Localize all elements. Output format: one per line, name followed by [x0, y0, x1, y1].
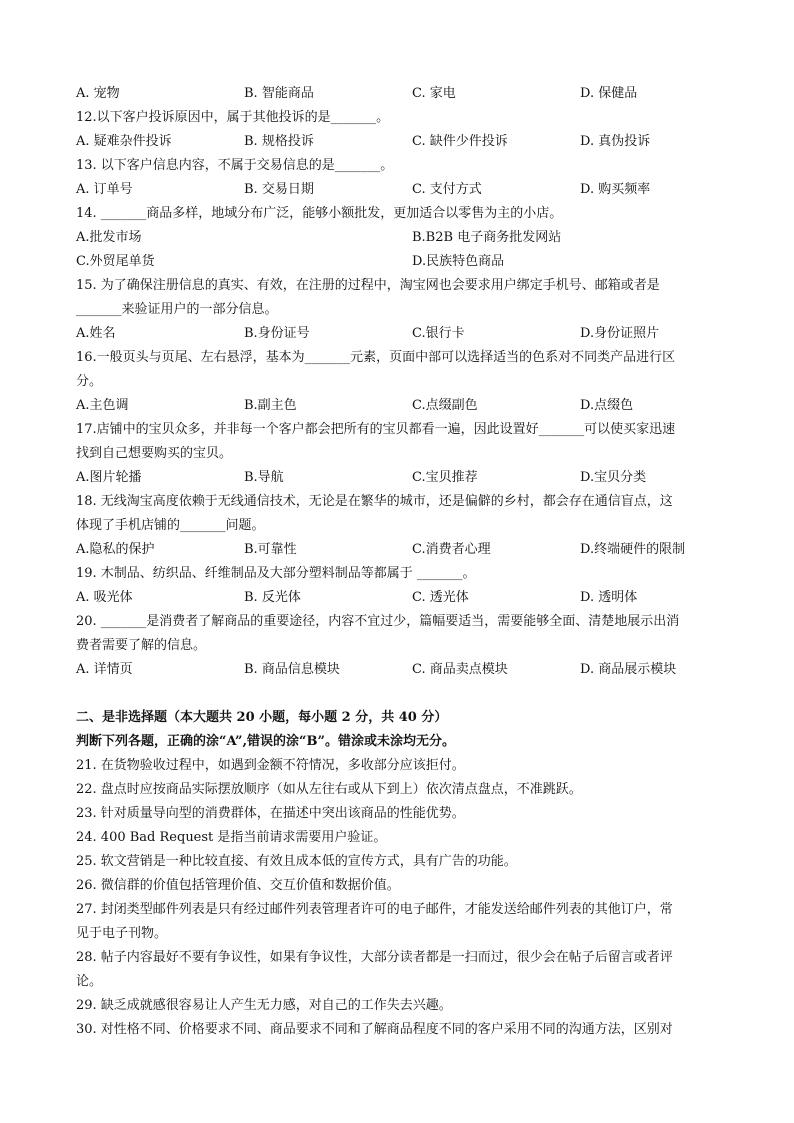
q13-stem: 13. 以下客户信息内容，不属于交易信息的是_______。: [76, 158, 394, 173]
section2-instruction: 判断下列各题，正确的涂“A”,错误的涂“B”。错涂或未涂均无分。: [76, 734, 455, 749]
q19-option-a: A. 吸光体: [76, 590, 133, 605]
q11-option-a: A. 宠物: [76, 86, 120, 101]
q13-option-d: D. 购买频率: [580, 182, 651, 197]
q19-option-c: C. 透光体: [412, 590, 469, 605]
q23: 23. 针对质量导向型的消费群体，在描述中突出该商品的性能优势。: [76, 806, 465, 821]
q20-stem-line2: 费者需要了解的信息。: [76, 638, 207, 653]
q20-option-c: C. 商品卖点模块: [412, 662, 508, 677]
q14-option-a: A.批发市场: [76, 230, 142, 245]
q14-stem: 14. _______商品多样，地域分布广泛，能够小额批发，更加适合以零售为主的小店。: [76, 206, 563, 221]
q28-line2: 论。: [76, 974, 103, 989]
q11-option-c: C. 家电: [412, 86, 456, 101]
q15-stem-line1: 15. 为了确保注册信息的真实、有效，在注册的过程中，淘宝网也会要求用户绑定手机号、邮箱或者是: [76, 278, 660, 293]
q30: 30. 对性格不同、价格要求不同、商品要求不同和了解商品程度不同的客户采用不同的沟通方法，区别对: [76, 1022, 673, 1037]
q18-stem-line2: 体现了手机店铺的_______问题。: [76, 518, 265, 533]
q15-stem-line2: _______来验证用户的一部分信息。: [76, 302, 278, 317]
q16-option-b: B.副主色: [244, 398, 297, 413]
q17-option-d: D.宝贝分类: [580, 470, 647, 485]
q12-stem: 12.以下客户投诉原因中，属于其他投诉的是_______。: [76, 110, 390, 125]
q25: 25. 软文营销是一种比较直接、有效且成本低的宣传方式，具有广告的功能。: [76, 854, 517, 869]
q17-stem-line2: 找到自己想要购买的宝贝。: [76, 446, 233, 461]
q24: 24. 400 Bad Request 是指当前请求需要用户验证。: [76, 830, 387, 845]
q17-stem-line1: 17.店铺中的宝贝众多，并非每一个客户都会把所有的宝贝都看一遍，因此设置好_______可以使买家迅速: [76, 422, 676, 437]
q12-option-d: D. 真伪投诉: [580, 134, 651, 149]
q17-option-b: B.导航: [244, 470, 284, 485]
q19-stem: 19. 木制品、纺织品、纤维制品及大部分塑料制品等都属于 _______。: [76, 566, 476, 581]
q27-line2: 见于电子刊物。: [76, 926, 168, 941]
q19-option-d: D. 透明体: [580, 590, 638, 605]
q13-option-b: B. 交易日期: [244, 182, 314, 197]
q17-option-c: C.宝贝推荐: [412, 470, 478, 485]
q20-option-b: B. 商品信息模块: [244, 662, 340, 677]
q16-stem-line2: 分。: [76, 374, 103, 389]
q20-stem-line1: 20. _______是消费者了解商品的重要途径，内容不宜过少，篇幅要适当，需要能够全面、清楚地展示出消: [76, 614, 680, 629]
q12-option-b: B. 规格投诉: [244, 134, 314, 149]
q17-option-a: A.图片轮播: [76, 470, 142, 485]
q14-option-d: D.民族特色商品: [412, 254, 505, 269]
q11-option-b: B. 智能商品: [244, 86, 314, 101]
q26: 26. 微信群的价值包括管理价值、交互价值和数据价值。: [76, 878, 400, 893]
q15-option-c: C.银行卡: [412, 326, 465, 341]
q16-option-a: A.主色调: [76, 398, 129, 413]
q27-line1: 27. 封闭类型邮件列表是只有经过邮件列表管理者许可的电子邮件，才能发送给邮件列表的其他订户，常: [76, 902, 673, 917]
q18-option-b: B.可靠性: [244, 542, 297, 557]
q12-option-a: A. 疑难杂件投诉: [76, 134, 172, 149]
q28-line1: 28. 帖子内容最好不要有争议性，如果有争议性，大部分读者都是一扫而过，很少会在帖子后留言或者评: [76, 950, 673, 965]
q18-option-c: C.消费者心理: [412, 542, 491, 557]
section2-heading: 二、是非选择题（本大题共 20 小题，每小题 2 分，共 40 分）: [76, 710, 448, 725]
q15-option-a: A.姓名: [76, 326, 116, 341]
q14-option-c: C.外贸尾单货: [76, 254, 155, 269]
q12-option-c: C. 缺件少件投诉: [412, 134, 508, 149]
q13-option-a: A. 订单号: [76, 182, 133, 197]
q20-option-a: A. 详情页: [76, 662, 133, 677]
q19-option-b: B. 反光体: [244, 590, 301, 605]
q18-option-a: A.隐私的保护: [76, 542, 155, 557]
q13-option-c: C. 支付方式: [412, 182, 482, 197]
q20-option-d: D. 商品展示模块: [580, 662, 677, 677]
q14-option-b: B.B2B 电子商务批发网站: [412, 230, 562, 245]
q15-option-d: D.身份证照片: [580, 326, 660, 341]
q16-option-d: D.点缀色: [580, 398, 634, 413]
q15-option-b: B.身份证号: [244, 326, 310, 341]
q22: 22. 盘点时应按商品实际摆放顺序（如从左往右或从下到上）依次清点盘点，不准跳跃。: [76, 782, 582, 797]
q18-stem-line1: 18. 无线淘宝高度依赖于无线通信技术，无论是在繁华的城市，还是偏僻的乡村，都会存在通信盲点，这: [76, 494, 673, 509]
q16-stem-line1: 16.一般页头与页尾、左右悬浮，基本为_______元素，页面中部可以选择适当的色系对不同类产品进行区: [76, 350, 676, 365]
q11-option-d: D. 保健品: [580, 86, 638, 101]
q29: 29. 缺乏成就感很容易让人产生无力感，对自己的工作失去兴趣。: [76, 998, 452, 1013]
q16-option-c: C.点缀副色: [412, 398, 478, 413]
q21: 21. 在货物验收过程中，如遇到金额不符情况，多收部分应该拒付。: [76, 758, 465, 773]
q18-option-d: D.终端硬件的限制: [580, 542, 686, 557]
